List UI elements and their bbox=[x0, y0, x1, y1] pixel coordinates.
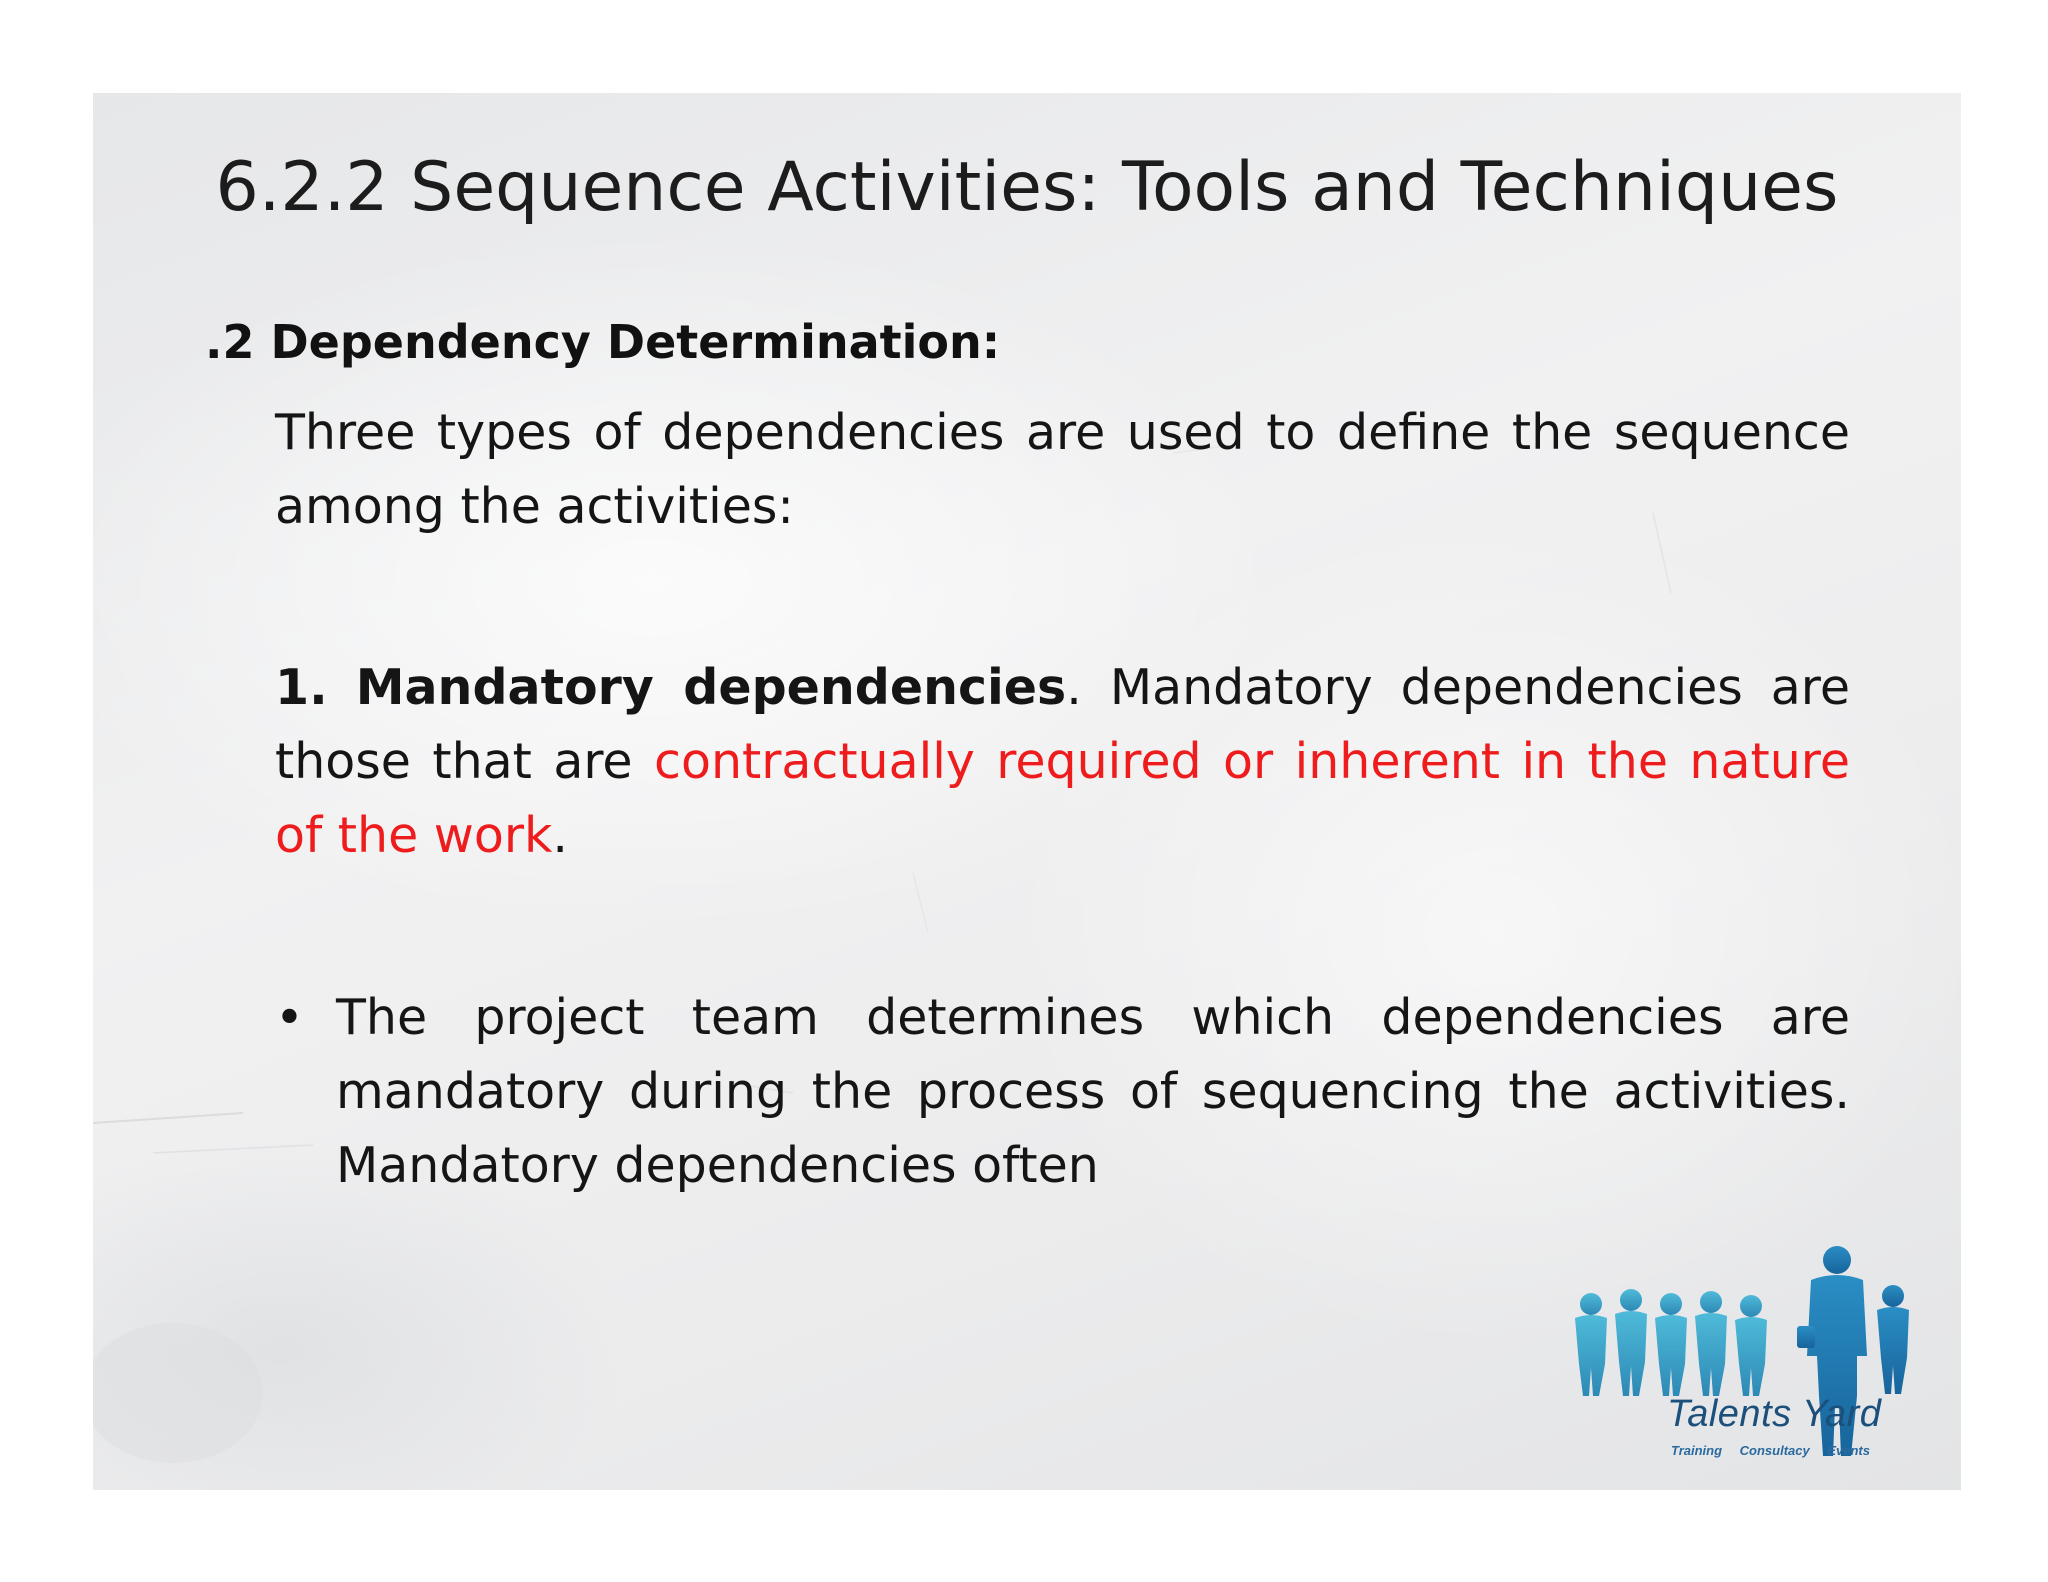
mandatory-end: . bbox=[552, 807, 568, 864]
slide-title: 6.2.2 Sequence Activities: Tools and Techniques bbox=[215, 148, 1839, 227]
logo-name: Talents Yard bbox=[1667, 1393, 1882, 1435]
slide bbox=[93, 93, 1961, 1490]
talents-yard-logo bbox=[1561, 1246, 1961, 1486]
bullet-text: The project team determines which dependencies are mandatory during the process of sequencing the activities. Mandatory dependencies often bbox=[336, 989, 1850, 1194]
mandatory-term: Mandatory dependencies bbox=[355, 659, 1067, 716]
mandatory-text: Mandatory dependencies are those that are bbox=[275, 659, 1850, 790]
mandatory-separator: . bbox=[1066, 659, 1082, 716]
mandatory-paragraph bbox=[275, 651, 1850, 873]
bullet-icon: • bbox=[275, 989, 304, 1046]
section-subheading: .2 Dependency Determination: bbox=[205, 315, 1001, 369]
intro-paragraph: Three types of dependencies are used to define the sequence among the activities: bbox=[275, 404, 1850, 535]
bullet-item bbox=[275, 981, 1850, 1203]
logo-tagline: Training Consultacy Events bbox=[1671, 1443, 1870, 1458]
mandatory-number: 1. bbox=[275, 659, 328, 716]
mandatory-highlight: contractually required or inherent in the nature of the work bbox=[275, 733, 1850, 864]
